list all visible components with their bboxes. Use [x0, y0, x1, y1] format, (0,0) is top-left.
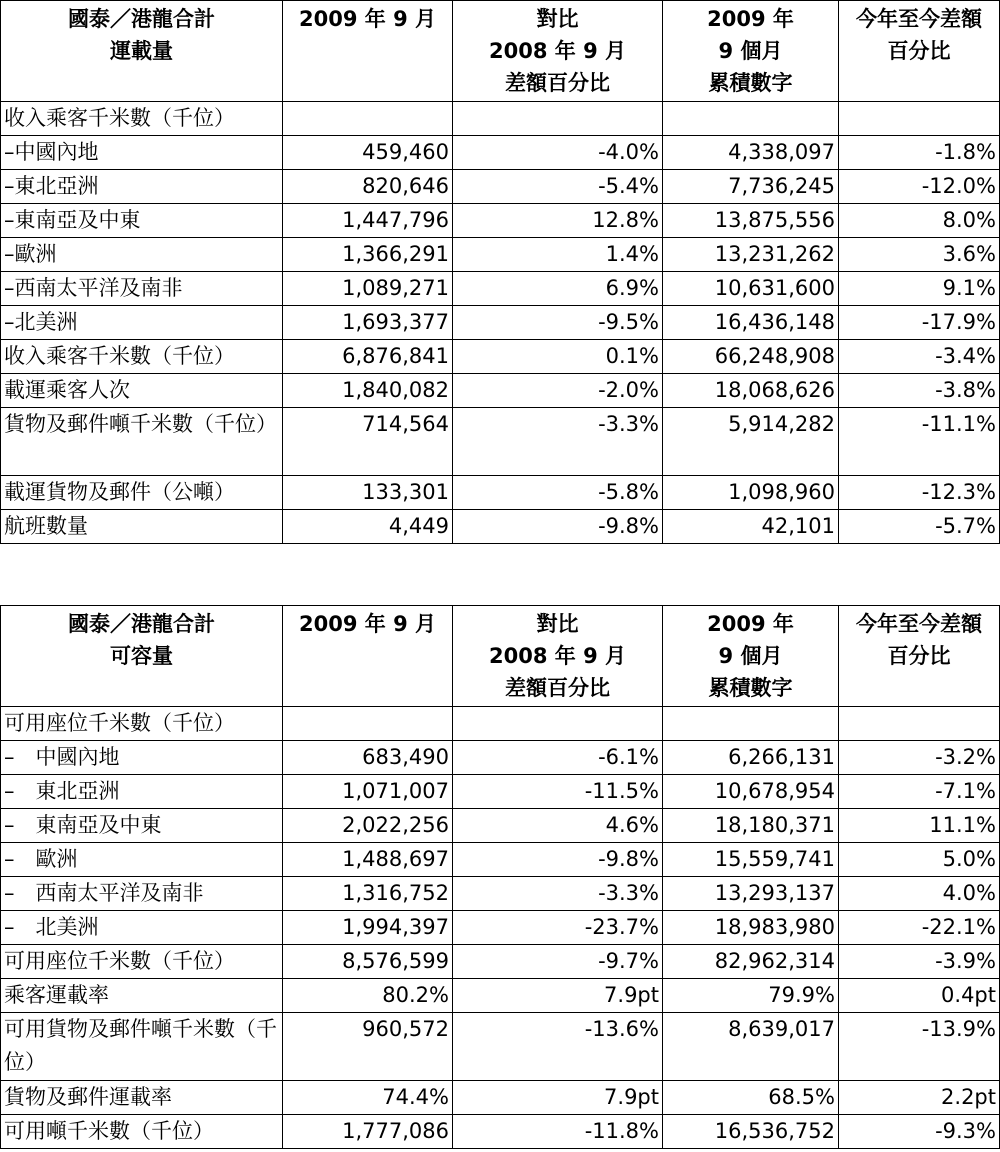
table-row — [1, 476, 1000, 510]
row-label: –東南亞及中東 — [1, 204, 283, 238]
cell-ytd-change: -7.1% — [839, 775, 1000, 809]
cell-month: 1,777,086 — [283, 1115, 453, 1149]
cell-month: 2,022,256 — [283, 809, 453, 843]
row-label: – 歐洲 — [1, 843, 283, 877]
row-label: 收入乘客千米數（千位） — [1, 102, 283, 136]
row-label: 可用座位千米數（千位） — [1, 945, 283, 979]
table-row — [1, 911, 1000, 945]
cell-ytd-change: -9.3% — [839, 1115, 1000, 1149]
cell-change — [453, 707, 663, 741]
header-month: 2009 年 9 月 — [283, 1, 453, 102]
cell-month: 1,089,271 — [283, 272, 453, 306]
cell-change — [453, 102, 663, 136]
cell-change: 6.9% — [453, 272, 663, 306]
cell-month: 1,994,397 — [283, 911, 453, 945]
cell-change: -9.7% — [453, 945, 663, 979]
row-label: – 東北亞洲 — [1, 775, 283, 809]
header-ytd-change: 今年至今差額 百分比 — [839, 606, 1000, 707]
cell-change: -9.8% — [453, 843, 663, 877]
row-label: 可用噸千米數（千位） — [1, 1115, 283, 1149]
cell-ytd-change: -3.2% — [839, 741, 1000, 775]
table-row — [1, 136, 1000, 170]
cell-month: 6,876,841 — [283, 340, 453, 374]
row-label: 航班數量 — [1, 510, 283, 544]
cell-change: -5.4% — [453, 170, 663, 204]
header-change: 對比 2008 年 9 月 差額百分比 — [453, 606, 663, 707]
cell-ytd-change: -13.9% — [839, 1013, 1000, 1081]
cell-ytd — [663, 707, 839, 741]
capacity-table-body — [1, 707, 1000, 1149]
cell-month: 1,316,752 — [283, 877, 453, 911]
cell-month: 1,488,697 — [283, 843, 453, 877]
cell-month: 74.4% — [283, 1081, 453, 1115]
cell-ytd-change: -12.0% — [839, 170, 1000, 204]
cell-ytd-change: 3.6% — [839, 238, 1000, 272]
cell-ytd: 4,338,097 — [663, 136, 839, 170]
cell-change: -11.5% — [453, 775, 663, 809]
cell-ytd: 15,559,741 — [663, 843, 839, 877]
table-row — [1, 979, 1000, 1013]
row-label: 乘客運載率 — [1, 979, 283, 1013]
cell-change: -23.7% — [453, 911, 663, 945]
table-row — [1, 809, 1000, 843]
cell-month — [283, 707, 453, 741]
cell-ytd: 18,983,980 — [663, 911, 839, 945]
cell-ytd: 8,639,017 — [663, 1013, 839, 1081]
cell-change: -11.8% — [453, 1115, 663, 1149]
cell-change: -4.0% — [453, 136, 663, 170]
cell-ytd-change: 5.0% — [839, 843, 1000, 877]
cell-month: 4,449 — [283, 510, 453, 544]
row-label: 收入乘客千米數（千位） — [1, 340, 283, 374]
cell-month — [283, 102, 453, 136]
cell-ytd: 7,736,245 — [663, 170, 839, 204]
cell-ytd: 42,101 — [663, 510, 839, 544]
table-row — [1, 1013, 1000, 1081]
cell-change: 7.9pt — [453, 1081, 663, 1115]
cell-month: 80.2% — [283, 979, 453, 1013]
cell-ytd: 16,536,752 — [663, 1115, 839, 1149]
table-row — [1, 741, 1000, 775]
header-change: 對比 2008 年 9 月 差額百分比 — [453, 1, 663, 102]
table-header-row — [1, 606, 1000, 707]
row-label: – 中國內地 — [1, 741, 283, 775]
cell-month: 459,460 — [283, 136, 453, 170]
table-row — [1, 238, 1000, 272]
row-label: – 西南太平洋及南非 — [1, 877, 283, 911]
cell-month: 714,564 — [283, 408, 453, 476]
table-row — [1, 272, 1000, 306]
cell-ytd-change: -11.1% — [839, 408, 1000, 476]
table-row — [1, 340, 1000, 374]
table-row — [1, 843, 1000, 877]
row-label: – 北美洲 — [1, 911, 283, 945]
table-row — [1, 707, 1000, 741]
cell-ytd: 18,068,626 — [663, 374, 839, 408]
cell-month: 1,447,796 — [283, 204, 453, 238]
cell-ytd-change: -17.9% — [839, 306, 1000, 340]
cell-ytd-change: -3.9% — [839, 945, 1000, 979]
cell-month: 8,576,599 — [283, 945, 453, 979]
cell-change: 4.6% — [453, 809, 663, 843]
row-label: 可用座位千米數（千位） — [1, 707, 283, 741]
cell-ytd: 16,436,148 — [663, 306, 839, 340]
cell-ytd-change: 4.0% — [839, 877, 1000, 911]
cell-ytd-change: -22.1% — [839, 911, 1000, 945]
cell-ytd: 18,180,371 — [663, 809, 839, 843]
cell-ytd-change: -1.8% — [839, 136, 1000, 170]
cell-month: 1,840,082 — [283, 374, 453, 408]
cell-ytd: 13,293,137 — [663, 877, 839, 911]
cell-ytd: 13,231,262 — [663, 238, 839, 272]
cell-ytd: 5,914,282 — [663, 408, 839, 476]
cell-ytd-change: 8.0% — [839, 204, 1000, 238]
cell-ytd: 6,266,131 — [663, 741, 839, 775]
row-label: –中國內地 — [1, 136, 283, 170]
row-label: 載運貨物及郵件（公噸） — [1, 476, 283, 510]
cell-ytd-change: 0.4pt — [839, 979, 1000, 1013]
row-label: –東北亞洲 — [1, 170, 283, 204]
capacity-table — [0, 605, 1000, 1149]
cell-change: 7.9pt — [453, 979, 663, 1013]
cell-month: 133,301 — [283, 476, 453, 510]
row-label: –歐洲 — [1, 238, 283, 272]
cell-ytd-change: -3.8% — [839, 374, 1000, 408]
cell-change: 1.4% — [453, 238, 663, 272]
cell-month: 1,366,291 — [283, 238, 453, 272]
row-label: – 東南亞及中東 — [1, 809, 283, 843]
cell-change: 0.1% — [453, 340, 663, 374]
cell-month: 820,646 — [283, 170, 453, 204]
row-label: 貨物及郵件運載率 — [1, 1081, 283, 1115]
cell-ytd: 68.5% — [663, 1081, 839, 1115]
table-row — [1, 170, 1000, 204]
cell-change: -13.6% — [453, 1013, 663, 1081]
cell-change: -2.0% — [453, 374, 663, 408]
table-row — [1, 1115, 1000, 1149]
cell-month: 683,490 — [283, 741, 453, 775]
cell-ytd: 10,631,600 — [663, 272, 839, 306]
cell-ytd: 82,962,314 — [663, 945, 839, 979]
header-ytd-change: 今年至今差額 百分比 — [839, 1, 1000, 102]
table-row — [1, 204, 1000, 238]
row-label: –西南太平洋及南非 — [1, 272, 283, 306]
row-label: –北美洲 — [1, 306, 283, 340]
traffic-table-body — [1, 102, 1000, 544]
cell-ytd: 79.9% — [663, 979, 839, 1013]
row-label: 貨物及郵件噸千米數（千位） — [1, 408, 283, 476]
table-row — [1, 408, 1000, 476]
cell-ytd-change — [839, 102, 1000, 136]
cell-ytd-change: -3.4% — [839, 340, 1000, 374]
cell-ytd-change: -12.3% — [839, 476, 1000, 510]
cell-change: -3.3% — [453, 877, 663, 911]
table-row — [1, 510, 1000, 544]
cell-month: 1,693,377 — [283, 306, 453, 340]
header-label: 國泰／港龍合計 可容量 — [1, 606, 283, 707]
cell-ytd-change: -5.7% — [839, 510, 1000, 544]
cell-month: 960,572 — [283, 1013, 453, 1081]
cell-change: -9.8% — [453, 510, 663, 544]
cell-ytd-change: 9.1% — [839, 272, 1000, 306]
row-label: 載運乘客人次 — [1, 374, 283, 408]
table-row — [1, 775, 1000, 809]
header-month: 2009 年 9 月 — [283, 606, 453, 707]
table-row — [1, 1081, 1000, 1115]
traffic-table — [0, 0, 1000, 544]
table-row — [1, 945, 1000, 979]
cell-ytd-change — [839, 707, 1000, 741]
table-row — [1, 102, 1000, 136]
header-ytd: 2009 年 9 個月 累積數字 — [663, 1, 839, 102]
table-header-row — [1, 1, 1000, 102]
cell-ytd: 13,875,556 — [663, 204, 839, 238]
table-row — [1, 306, 1000, 340]
header-ytd: 2009 年 9 個月 累積數字 — [663, 606, 839, 707]
cell-ytd: 1,098,960 — [663, 476, 839, 510]
table-row — [1, 877, 1000, 911]
cell-ytd: 10,678,954 — [663, 775, 839, 809]
cell-change: -3.3% — [453, 408, 663, 476]
cell-ytd-change: 2.2pt — [839, 1081, 1000, 1115]
cell-ytd — [663, 102, 839, 136]
row-label: 可用貨物及郵件噸千米數（千位） — [1, 1013, 283, 1081]
cell-change: 12.8% — [453, 204, 663, 238]
cell-change: -6.1% — [453, 741, 663, 775]
cell-ytd-change: 11.1% — [839, 809, 1000, 843]
cell-change: -9.5% — [453, 306, 663, 340]
header-label: 國泰／港龍合計 運載量 — [1, 1, 283, 102]
table-row — [1, 374, 1000, 408]
cell-month: 1,071,007 — [283, 775, 453, 809]
cell-ytd: 66,248,908 — [663, 340, 839, 374]
cell-change: -5.8% — [453, 476, 663, 510]
